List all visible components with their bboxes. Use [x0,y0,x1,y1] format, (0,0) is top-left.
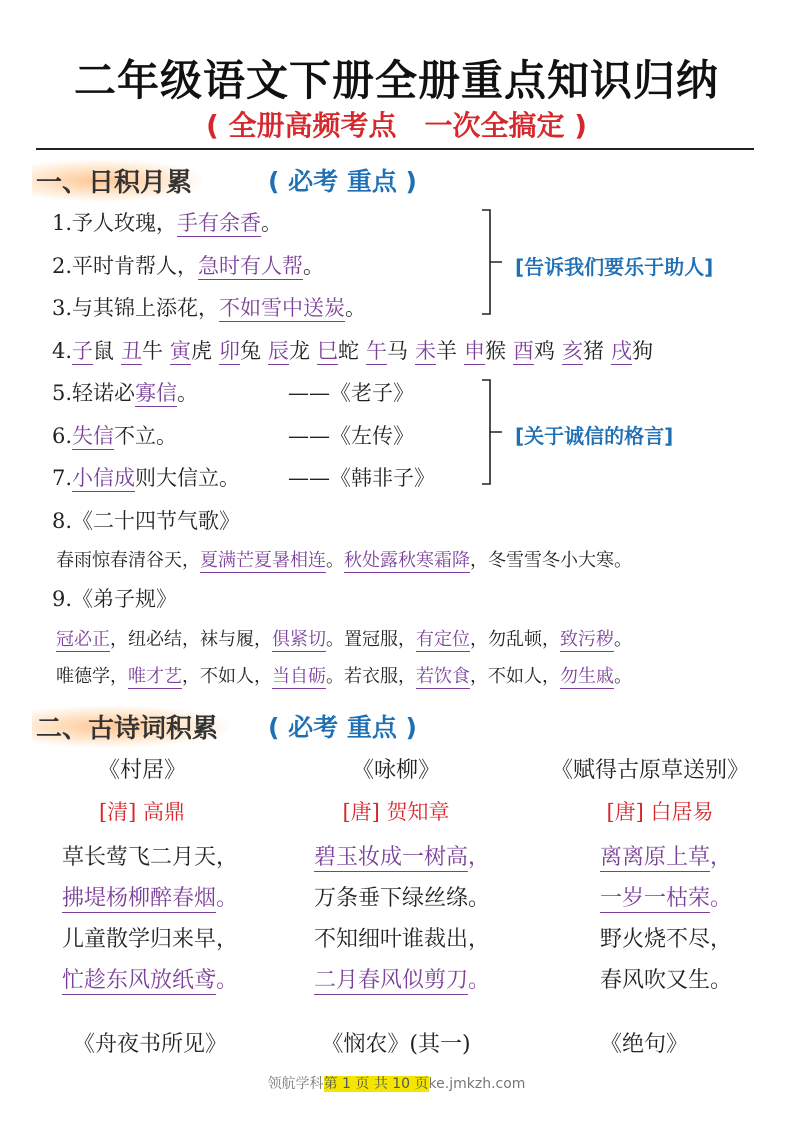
poem-1-line-2 [62,881,238,912]
saying-3 [52,292,366,322]
zodiac-animal: 虎 [191,339,213,363]
zodiac-animal: 猴 [485,339,507,363]
dizigui-text: ，不如人， [470,666,560,687]
solar-terms-a: 春雨惊春清谷天， [56,550,200,571]
poem-1-author: [清] 高鼎 [98,800,186,824]
dizigui-text: 。 [614,666,632,687]
saying-2-answer: 急时有人帮 [198,254,304,278]
poem-1-line-4 [62,963,238,994]
poem-3-line-1 [600,840,732,871]
saying-2-text: 2.平时肯帮人， [52,254,199,278]
poem-3-line-4: 春风吹又生。 [600,968,733,993]
motto-6 [52,420,177,450]
section2-note: ( 必考 重点 ) [268,713,417,742]
dizigui-answer: 有定位 [416,629,470,650]
zodiac-branch: 寅 [170,339,192,363]
zodiac-branch: 巳 [317,339,339,363]
poem-3-line-2 [600,881,732,912]
zodiac-branch: 子 [72,339,94,363]
section1-note: ( 必考 重点 ) [268,167,417,196]
saying-1-text: 1.予人玫瑰， [52,211,178,235]
zodiac-branch: 卯 [219,339,241,363]
dizigui-line-1 [56,625,632,651]
page-subtitle: ( 全册高频考点 一次全搞定 ) [205,109,588,142]
poem-2-line-4 [314,963,490,994]
solar-terms-c: ，冬雪雪冬小大寒。 [470,550,632,571]
zodiac-animal: 鼠 [93,339,115,363]
dizigui-answer: 俱紧切 [272,629,326,650]
poem-3-line-3: 野火烧不尽， [600,927,733,952]
poem-3-line-2-punct: 。 [710,886,733,911]
zodiac-animal: 鸡 [534,339,556,363]
dizigui-text: 。 [614,629,632,650]
solar-terms-answer-1: 夏满芒夏暑相连 [200,550,326,571]
solar-terms-b: 。 [326,550,344,571]
motto-5-answer: 寡信 [135,381,178,405]
poem-2-line-2: 万条垂下绿丝绦。 [314,886,491,911]
section1-title: 一、日积月累 [32,160,202,201]
page-title: 二年级语文下册全册重点知识归纳 [73,56,719,105]
dizigui-text: 。若衣服， [326,666,416,687]
title-divider [36,148,754,150]
zodiac-branch: 丑 [121,339,143,363]
poem-1-line-3: 儿童散学归来早， [62,927,239,952]
footer-brand: 领航学科 [267,1076,324,1092]
zodiac-animal: 马 [387,339,409,363]
dizigui-answer: 冠必正 [56,629,110,650]
page-footer [0,1073,793,1093]
zodiac-branch: 午 [366,339,388,363]
poem-2-line-4-answer: 二月春风似剪刀 [314,968,469,993]
zodiac-animal: 蛇 [338,339,360,363]
motto-5-punct: 。 [177,381,199,405]
motto-7-source: ——《韩非子》 [288,466,435,490]
motto-7-answer: 小信成 [72,466,136,490]
zodiac-line [52,335,653,365]
next-poem-title-1: 《舟夜书所见》 [72,1032,227,1057]
dizigui-answer: 若饮食 [416,666,470,687]
zodiac-animal: 牛 [142,339,164,363]
motto-6-source: ——《左传》 [288,424,414,448]
dizigui-text: 唯德学， [56,666,128,687]
saying-3-punct: 。 [345,296,367,320]
poem-2-line-1 [314,840,490,871]
poem-2-title: 《咏柳》 [351,758,440,783]
poem-1-line-4-punct: 。 [216,968,239,993]
zodiac-prefix: 4. [52,339,73,363]
dizigui-answer: 勿生戚 [560,666,614,687]
dizigui-answer: 唯才艺 [128,666,182,687]
poem-2-line-3: 不知细叶谁裁出， [314,927,491,952]
section2-title: 二、古诗词积累 [32,706,228,747]
motto-5-source: ——《老子》 [288,381,414,405]
poem-3-line-1-punct: ， [710,845,733,870]
zodiac-animal: 龙 [289,339,311,363]
zodiac-branch: 戌 [611,339,633,363]
poem-1-line-1: 草长莺飞二月天， [62,845,239,870]
motto-6-answer: 失信 [72,424,115,448]
dizigui-answer: 当自砺 [272,666,326,687]
motto-5 [52,377,198,407]
dizigui-text: ，不如人， [182,666,272,687]
poem-3-author: [唐] 白居易 [606,800,714,824]
poem-1-title: 《村居》 [97,758,186,783]
bracket-1 [478,208,518,318]
poem-2-author: [唐] 贺知章 [342,800,450,824]
motto-6-num: 6. [52,424,73,448]
footer-link[interactable]: ke.jmkzh.com [428,1076,526,1092]
motto-7-text: 则大信立。 [135,466,241,490]
next-poem-title-2: 《悯农》(其一) [321,1032,471,1057]
saying-1-answer: 手有余香 [177,211,262,235]
zodiac-branch: 申 [464,339,486,363]
bracket-1-note: [告诉我们要乐于助人] [515,255,714,279]
zodiac-branch: 酉 [513,339,535,363]
saying-2-punct: 。 [303,254,325,278]
next-poem-title-3: 《绝句》 [599,1032,688,1057]
poem-2-line-1-punct: ， [468,845,491,870]
zodiac-animal: 猪 [583,339,605,363]
saying-1-punct: 。 [261,211,283,235]
saying-3-answer: 不如雪中送炭 [219,296,346,320]
motto-7-num: 7. [52,466,73,490]
motto-7 [52,462,240,492]
motto-5-text: 5.轻诺必 [52,381,136,405]
zodiac-branch: 未 [415,339,437,363]
zodiac-animal: 兔 [240,339,262,363]
bracket-2-note: [关于诚信的格言] [515,424,674,448]
zodiac-branch: 辰 [268,339,290,363]
dizigui-text: ，纽必结，袜与履， [110,629,272,650]
poem-3-line-1-answer: 离离原上草 [600,845,711,870]
bracket-2 [478,378,518,488]
poem-1-line-2-answer: 拂堤杨柳醉春烟 [62,886,217,911]
solar-terms-title: 8.《二十四节气歌》 [52,509,241,533]
dizigui-text: ，勿乱顿， [470,629,560,650]
page-number: 第 1 页 共 10 页 [323,1076,429,1092]
dizigui-title: 9.《弟子规》 [52,587,178,611]
poem-3-title: 《赋得古原草送别》 [550,758,749,783]
saying-1 [52,207,282,237]
solar-terms-answer-2: 秋处露秋寒霜降 [344,550,470,571]
motto-6-text: 不立。 [114,424,178,448]
saying-3-text: 3.与其锦上添花， [52,296,220,320]
solar-terms-song [56,546,632,572]
poem-1-line-4-answer: 忙趁东风放纸鸢 [62,968,217,993]
poem-2-line-1-answer: 碧玉妆成一树高 [314,845,469,870]
dizigui-text: 。置冠服， [326,629,416,650]
dizigui-answer: 致污秽 [560,629,614,650]
zodiac-animal: 狗 [632,339,654,363]
dizigui-line-2 [56,662,632,688]
poem-2-line-4-punct: 。 [468,968,491,993]
poem-1-line-2-punct: 。 [216,886,239,911]
zodiac-branch: 亥 [562,339,584,363]
saying-2 [52,250,324,280]
poem-3-line-2-answer: 一岁一枯荣 [600,886,711,911]
zodiac-animal: 羊 [436,339,458,363]
